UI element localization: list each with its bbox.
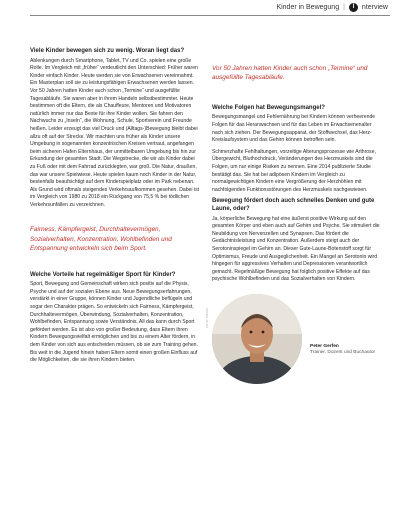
interview-label: nterview bbox=[361, 3, 388, 11]
portrait-illustration bbox=[212, 294, 302, 384]
author-portrait bbox=[212, 294, 302, 384]
section-title: Kinder in Bewegung bbox=[276, 3, 340, 11]
header-separator: | bbox=[343, 3, 345, 11]
pull-quote-right: Vor 50 Jahren hatten Kinder auch schon „Termine“ und ausgefüllte Tagesabläufe. bbox=[212, 65, 368, 82]
answer-4: Ja, körperliche Bewegung hat eine äußerst positive Wirkung auf den gesamten Körper und eben auch auf Gehirn und Psyche. Sie stimuliert die Neubildung von Nervenzellen und Synapsen. Das fördert die Gedächtnisleistung und Konzentration. Außerdem steigt auch der Serotoninspiegel im Gehirn an. Dieser Gute-Laune-Botenstoff sorgt für Optimismus, Freude und Ausgeglichenheit. Ein Mangel an Serotonin wird hingegen für aggressives Verhalten und Depressionen verantwortlich gemacht. Regelmäßige Bewegung hat folglich positive Effekte auf das psychische Wohlbefinden und das Sozialverhalten von Kindern. bbox=[212, 215, 380, 283]
page-header bbox=[276, 0, 388, 14]
left-column bbox=[30, 48, 200, 369]
question-4: Bewegung fördert doch auch schnelles Denken und gute Laune, oder? bbox=[212, 198, 375, 212]
answer-3a: Bewegungsmangel und Fehlernährung bei Kindern können verheerende Folgen für das Heranwachsen und für das Leben im Erwachsenenalter nach sich ziehen. Der Bewegungsapparat, der Stoffwechsel, das Herz-Kreislaufsystem und das Gehirn können betroffen sein. bbox=[212, 114, 376, 144]
answer-1: Ablenkungen durch Smartphone, Tablet, TV und Co. spielen eine große Rolle. Im Vergleich mit „früher“ verdeutlicht den Unterschied: Früher waren Kinder einfach Kinder. Heute werden sie von Erwachsenen vereinnahmt. Ein Masterplan soll sie zu leistungsfähigen Erwachsenen werden lassen. Vor 50 Jahren hatten Kinder auch schon „Termine“ und ausgefüllte Tagesabläufe. Sie waren aber in ihrem Handeln selbstbestimmter. Heute bestimmen oft die Eltern, die als Chauffeure, Mentoren und Motivatoren natürlich immer nur das Beste für ihre Kinder wollen. Sie fahren den Nachwuchs zu „Inseln“, die Wohnung, Schule, Sportverein und Freunde heißen. Leider erzeugt das viel Druck und (Alltags-)Bewegung bleibt dabei allzu oft auf der Strecke. Wir machten uns früher als Kinder unsere Umgebung in sogenannten konzentrischen Kreisen vertraut, angefangen beim sicheren Hafen Elternhaus, der unmittelbaren Umgebung bis hin zur Erkundung der gesamten Stadt. Die Wegstrecke, die wir als Kinder dabei zu Fuß oder mit dem Fahrrad zurücklegten, war groß. Die Natur, draußen, das war unsere Spielwiese. Heute spielen kaum noch Kinder in der Natur, bestenfalls beaufsichtigt auf dem Kinderspielplatz oder im Park nebenan. Als Grund wird oftmals steigendes Verkehrsaufkommen gesehen. Dabei ist im Vergleich von 1980 zu 2018 ein Rückgang von 75,5 % bei tödlichen Verkehrsunfällen zu verzeichnen. bbox=[30, 57, 200, 208]
question-1: Viele Kinder bewegen sich zu wenig. Woran liegt das? bbox=[30, 48, 185, 54]
answer-2: Sport, Bewegung und Gemeinschaft wirken sich positiv auf die Physis, Psyche und auf der sozialen Ebene aus. Neue Bewegungserfahrungen, verstärkt in einer Gruppe, können Kinder und Jugendliche beflügeln und sogar den Charakter prägen. So entwickeln sich Fairness, Kämpfergeist, Durchhaltevermögen, Überwindung, Sozialverhalten, Konzentration, Wohlbefinden, Entspannung sowie Verständnis. All das kann durch Sport gefördert werden. Es ist also von großer Bedeutung, dass Eltern ihren Kindern Bewegungsvielfalt ermöglichen und bis zu einem Alter fördern, in dem Kinder von sich aus entscheiden müssen, ob sie zum Training gehen. Bis weit in die Jugend hinein haben Eltern somit einen großen Einfluss auf die Möglichkeiten, die sie ihren Kindern bieten. bbox=[30, 281, 198, 364]
pull-quote-left: Fairness, Kämpfergeist, Durchhaltevermögen, Sozialverhalten, Konzentration, Wohlbefinden und Entspannung entwickeln sich beim Sport. bbox=[30, 226, 172, 253]
author-block bbox=[205, 294, 380, 386]
author-name: Peter Gerfen bbox=[310, 343, 339, 349]
interview-badge-icon: I bbox=[349, 3, 358, 12]
right-column bbox=[205, 48, 380, 386]
question-3: Welche Folgen hat Bewegungsmangel? bbox=[212, 104, 325, 111]
header-rule bbox=[30, 15, 390, 16]
question-2: Welche Vorteile hat regelmäßiger Sport für Kinder? bbox=[30, 271, 176, 278]
author-caption bbox=[310, 344, 375, 356]
photo-credit: FOTO: PRIVAT bbox=[205, 307, 209, 328]
answer-3b: Schmerzhafte Fehlhaltungen, vorzeitige Alterungsprozesse wie Arthrose, Übergewicht, Bluthochdruck, Veränderungen des Herzmuskels sind die Folgen, um nur einige Risiken zu nennen. Eine 2014 publizierte Studie bestätigt das. Sie hat bei adipösen Kindern im Vergleich zu normalgewichtigen Kindern eine Vergrößerung der Herzhöhlen mit nachfolgenden Funktionsstörungen des Herzmuskels nachgewiesen. bbox=[212, 148, 376, 193]
author-role: Trainer, Dozent und Buchautor bbox=[310, 349, 376, 355]
